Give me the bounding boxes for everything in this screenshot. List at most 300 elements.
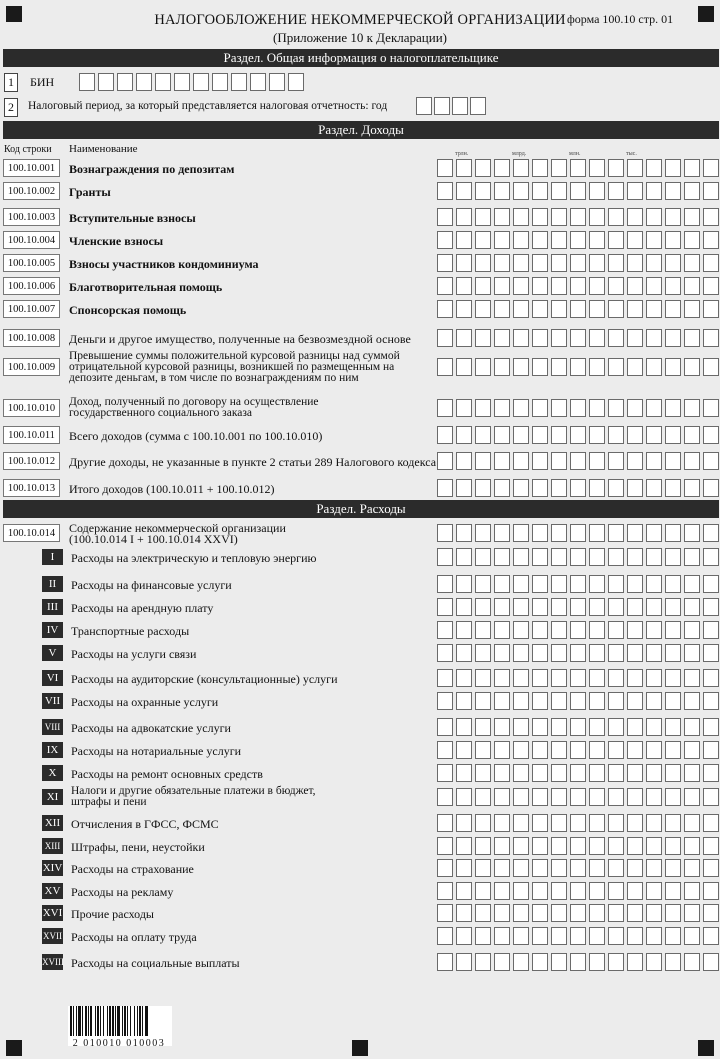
digit-cell[interactable] [589, 927, 605, 945]
digit-cell[interactable] [437, 953, 453, 971]
digit-cell[interactable] [703, 882, 719, 900]
digit-cell[interactable] [608, 575, 624, 593]
digit-cell[interactable] [475, 479, 491, 497]
digit-cell[interactable] [646, 575, 662, 593]
digit-cell[interactable] [551, 575, 567, 593]
digit-cell[interactable] [627, 254, 643, 272]
digit-cell[interactable] [608, 788, 624, 806]
digit-cell[interactable] [627, 548, 643, 566]
digit-cell[interactable] [494, 644, 510, 662]
digit-cell[interactable] [456, 300, 472, 318]
digit-cell[interactable] [551, 859, 567, 877]
digit-cell[interactable] [684, 159, 700, 177]
digit-cell[interactable] [551, 231, 567, 249]
digit-cell[interactable] [684, 231, 700, 249]
digit-cell[interactable] [589, 814, 605, 832]
digit-cell[interactable] [494, 882, 510, 900]
digit-cell[interactable] [551, 904, 567, 922]
digit-cell[interactable] [437, 764, 453, 782]
digit-cell[interactable] [437, 598, 453, 616]
digit-cell[interactable] [551, 277, 567, 295]
digit-cell[interactable] [494, 208, 510, 226]
digit-cell[interactable] [570, 452, 586, 470]
digit-cell[interactable] [703, 669, 719, 687]
digit-cell[interactable] [136, 73, 152, 91]
digit-cell[interactable] [684, 208, 700, 226]
digit-cell[interactable] [684, 399, 700, 417]
digit-cell[interactable] [608, 231, 624, 249]
digit-cell[interactable] [532, 277, 548, 295]
digit-cell[interactable] [532, 788, 548, 806]
digit-cell[interactable] [627, 837, 643, 855]
digit-cell[interactable] [456, 859, 472, 877]
digit-cell[interactable] [627, 953, 643, 971]
digit-cell[interactable] [513, 399, 529, 417]
digit-cell[interactable] [437, 159, 453, 177]
digit-cell[interactable] [665, 814, 681, 832]
digit-cell[interactable] [703, 575, 719, 593]
digit-cell[interactable] [703, 300, 719, 318]
digit-cell[interactable] [437, 904, 453, 922]
digit-cell[interactable] [494, 692, 510, 710]
digit-cell[interactable] [513, 764, 529, 782]
digit-cell[interactable] [684, 837, 700, 855]
digit-cell[interactable] [494, 718, 510, 736]
digit-cell[interactable] [665, 859, 681, 877]
digit-cell[interactable] [570, 575, 586, 593]
digit-cell[interactable] [589, 524, 605, 542]
digit-cell[interactable] [589, 426, 605, 444]
digit-cell[interactable] [437, 329, 453, 347]
digit-cell[interactable] [532, 479, 548, 497]
digit-cell[interactable] [475, 741, 491, 759]
digit-cell[interactable] [551, 548, 567, 566]
digit-cell[interactable] [665, 329, 681, 347]
digit-cell[interactable] [570, 524, 586, 542]
digit-cell[interactable] [475, 927, 491, 945]
digit-cell[interactable] [684, 598, 700, 616]
digit-cell[interactable] [703, 814, 719, 832]
digit-cell[interactable] [703, 859, 719, 877]
digit-cell[interactable] [570, 904, 586, 922]
digit-cell[interactable] [684, 927, 700, 945]
digit-cell[interactable] [456, 452, 472, 470]
digit-cell[interactable] [532, 644, 548, 662]
digit-cell[interactable] [589, 329, 605, 347]
digit-cell[interactable] [646, 159, 662, 177]
digit-cell[interactable] [513, 882, 529, 900]
digit-cell[interactable] [475, 358, 491, 376]
digit-cell[interactable] [437, 741, 453, 759]
digit-cell[interactable] [456, 882, 472, 900]
digit-cell[interactable] [437, 859, 453, 877]
digit-cell[interactable] [665, 452, 681, 470]
digit-cell[interactable] [627, 182, 643, 200]
digit-cell[interactable] [456, 231, 472, 249]
digit-cell[interactable] [456, 837, 472, 855]
digit-cell[interactable] [665, 277, 681, 295]
digit-cell[interactable] [665, 598, 681, 616]
digit-cell[interactable] [456, 277, 472, 295]
digit-cell[interactable] [494, 904, 510, 922]
digit-cell[interactable] [494, 277, 510, 295]
digit-cell[interactable] [684, 953, 700, 971]
digit-cell[interactable] [608, 644, 624, 662]
digit-cell[interactable] [646, 254, 662, 272]
digit-cell[interactable] [452, 97, 468, 115]
digit-cell[interactable] [551, 882, 567, 900]
digit-cell[interactable] [589, 598, 605, 616]
digit-cell[interactable] [551, 300, 567, 318]
digit-cell[interactable] [627, 692, 643, 710]
digit-cell[interactable] [437, 479, 453, 497]
digit-cell[interactable] [494, 927, 510, 945]
digit-cell[interactable] [513, 300, 529, 318]
digit-cell[interactable] [684, 718, 700, 736]
digit-cell[interactable] [703, 329, 719, 347]
digit-cell[interactable] [551, 669, 567, 687]
digit-cell[interactable] [456, 953, 472, 971]
digit-cell[interactable] [665, 399, 681, 417]
digit-cell[interactable] [456, 598, 472, 616]
digit-cell[interactable] [475, 953, 491, 971]
digit-cell[interactable] [589, 741, 605, 759]
digit-cell[interactable] [551, 718, 567, 736]
digit-cell[interactable] [570, 621, 586, 639]
digit-cell[interactable] [475, 904, 491, 922]
digit-cell[interactable] [494, 524, 510, 542]
digit-cell[interactable] [627, 277, 643, 295]
digit-cell[interactable] [551, 208, 567, 226]
digit-cell[interactable] [437, 548, 453, 566]
digit-cell[interactable] [456, 426, 472, 444]
digit-cell[interactable] [551, 764, 567, 782]
digit-cell[interactable] [627, 669, 643, 687]
digit-cell[interactable] [434, 97, 450, 115]
digit-cell[interactable] [494, 953, 510, 971]
digit-cell[interactable] [684, 764, 700, 782]
digit-cell[interactable] [570, 788, 586, 806]
digit-cell[interactable] [703, 182, 719, 200]
digit-cell[interactable] [703, 277, 719, 295]
digit-cell[interactable] [627, 927, 643, 945]
digit-cell[interactable] [475, 329, 491, 347]
digit-cell[interactable] [589, 882, 605, 900]
digit-cell[interactable] [513, 329, 529, 347]
digit-cell[interactable] [532, 764, 548, 782]
digit-cell[interactable] [570, 669, 586, 687]
digit-cell[interactable] [79, 73, 95, 91]
digit-cell[interactable] [475, 598, 491, 616]
digit-cell[interactable] [532, 358, 548, 376]
digit-cell[interactable] [456, 159, 472, 177]
digit-cell[interactable] [437, 426, 453, 444]
digit-cell[interactable] [589, 788, 605, 806]
digit-cell[interactable] [475, 452, 491, 470]
digit-cell[interactable] [684, 575, 700, 593]
digit-cell[interactable] [174, 73, 190, 91]
digit-cell[interactable] [437, 182, 453, 200]
digit-cell[interactable] [684, 300, 700, 318]
digit-cell[interactable] [665, 692, 681, 710]
digit-cell[interactable] [532, 927, 548, 945]
digit-cell[interactable] [608, 718, 624, 736]
digit-cell[interactable] [475, 644, 491, 662]
digit-cell[interactable] [513, 182, 529, 200]
digit-cell[interactable] [551, 254, 567, 272]
digit-cell[interactable] [475, 254, 491, 272]
digit-cell[interactable] [589, 208, 605, 226]
digit-cell[interactable] [684, 882, 700, 900]
digit-cell[interactable] [551, 479, 567, 497]
digit-cell[interactable] [589, 254, 605, 272]
digit-cell[interactable] [608, 277, 624, 295]
digit-cell[interactable] [589, 182, 605, 200]
digit-cell[interactable] [532, 329, 548, 347]
digit-cell[interactable] [437, 927, 453, 945]
digit-cell[interactable] [589, 277, 605, 295]
digit-cell[interactable] [570, 859, 586, 877]
digit-cell[interactable] [532, 692, 548, 710]
digit-cell[interactable] [627, 788, 643, 806]
digit-cell[interactable] [570, 837, 586, 855]
digit-cell[interactable] [513, 621, 529, 639]
digit-cell[interactable] [513, 479, 529, 497]
digit-cell[interactable] [627, 329, 643, 347]
digit-cell[interactable] [475, 399, 491, 417]
digit-cell[interactable] [665, 882, 681, 900]
digit-cell[interactable] [665, 231, 681, 249]
digit-cell[interactable] [551, 788, 567, 806]
digit-cell[interactable] [475, 300, 491, 318]
digit-cell[interactable] [513, 718, 529, 736]
digit-cell[interactable] [703, 621, 719, 639]
digit-cell[interactable] [475, 621, 491, 639]
digit-cell[interactable] [684, 452, 700, 470]
digit-cell[interactable] [646, 814, 662, 832]
digit-cell[interactable] [456, 208, 472, 226]
digit-cell[interactable] [608, 426, 624, 444]
digit-cell[interactable] [665, 953, 681, 971]
digit-cell[interactable] [532, 548, 548, 566]
digit-cell[interactable] [551, 814, 567, 832]
digit-cell[interactable] [551, 358, 567, 376]
digit-cell[interactable] [627, 882, 643, 900]
digit-cell[interactable] [532, 814, 548, 832]
digit-cell[interactable] [532, 669, 548, 687]
digit-cell[interactable] [551, 399, 567, 417]
digit-cell[interactable] [608, 837, 624, 855]
digit-cell[interactable] [608, 524, 624, 542]
digit-cell[interactable] [608, 452, 624, 470]
digit-cell[interactable] [475, 277, 491, 295]
digit-cell[interactable] [551, 837, 567, 855]
digit-cell[interactable] [665, 644, 681, 662]
digit-cell[interactable] [231, 73, 247, 91]
digit-cell[interactable] [646, 399, 662, 417]
digit-cell[interactable] [665, 524, 681, 542]
digit-cell[interactable] [570, 548, 586, 566]
digit-cell[interactable] [684, 182, 700, 200]
digit-cell[interactable] [570, 208, 586, 226]
digit-cell[interactable] [494, 741, 510, 759]
digit-cell[interactable] [703, 692, 719, 710]
digit-cell[interactable] [589, 692, 605, 710]
digit-cell[interactable] [551, 452, 567, 470]
digit-cell[interactable] [551, 182, 567, 200]
digit-cell[interactable] [703, 927, 719, 945]
digit-cell[interactable] [475, 231, 491, 249]
digit-cell[interactable] [532, 182, 548, 200]
digit-cell[interactable] [570, 741, 586, 759]
digit-cell[interactable] [551, 692, 567, 710]
digit-cell[interactable] [665, 208, 681, 226]
digit-cell[interactable] [570, 882, 586, 900]
digit-cell[interactable] [570, 399, 586, 417]
digit-cell[interactable] [551, 741, 567, 759]
digit-cell[interactable] [703, 426, 719, 444]
digit-cell[interactable] [608, 479, 624, 497]
digit-cell[interactable] [684, 329, 700, 347]
digit-cell[interactable] [437, 621, 453, 639]
digit-cell[interactable] [494, 426, 510, 444]
digit-cell[interactable] [532, 159, 548, 177]
digit-cell[interactable] [589, 669, 605, 687]
digit-cell[interactable] [437, 358, 453, 376]
digit-cell[interactable] [269, 73, 285, 91]
digit-cell[interactable] [513, 859, 529, 877]
digit-cell[interactable] [703, 358, 719, 376]
digit-cell[interactable] [193, 73, 209, 91]
digit-cell[interactable] [627, 904, 643, 922]
digit-cell[interactable] [646, 837, 662, 855]
digit-cell[interactable] [475, 859, 491, 877]
digit-cell[interactable] [532, 231, 548, 249]
digit-cell[interactable] [703, 741, 719, 759]
digit-cell[interactable] [456, 718, 472, 736]
digit-cell[interactable] [470, 97, 486, 115]
digit-cell[interactable] [570, 692, 586, 710]
digit-cell[interactable] [475, 426, 491, 444]
digit-cell[interactable] [684, 669, 700, 687]
digit-cell[interactable] [703, 644, 719, 662]
digit-cell[interactable] [513, 452, 529, 470]
digit-cell[interactable] [608, 669, 624, 687]
digit-cell[interactable] [570, 277, 586, 295]
digit-cell[interactable] [513, 669, 529, 687]
digit-cell[interactable] [627, 859, 643, 877]
digit-cell[interactable] [665, 621, 681, 639]
digit-cell[interactable] [437, 814, 453, 832]
digit-cell[interactable] [494, 859, 510, 877]
digit-cell[interactable] [532, 598, 548, 616]
digit-cell[interactable] [703, 452, 719, 470]
digit-cell[interactable] [212, 73, 228, 91]
digit-cell[interactable] [513, 927, 529, 945]
digit-cell[interactable] [551, 426, 567, 444]
digit-cell[interactable] [475, 692, 491, 710]
digit-cell[interactable] [456, 524, 472, 542]
digit-cell[interactable] [532, 904, 548, 922]
digit-cell[interactable] [703, 208, 719, 226]
digit-cell[interactable] [646, 182, 662, 200]
digit-cell[interactable] [608, 254, 624, 272]
digit-cell[interactable] [589, 718, 605, 736]
digit-cell[interactable] [665, 741, 681, 759]
digit-cell[interactable] [437, 277, 453, 295]
digit-cell[interactable] [513, 644, 529, 662]
digit-cell[interactable] [684, 814, 700, 832]
digit-cell[interactable] [494, 548, 510, 566]
digit-cell[interactable] [456, 669, 472, 687]
digit-cell[interactable] [627, 479, 643, 497]
digit-cell[interactable] [627, 208, 643, 226]
digit-cell[interactable] [570, 598, 586, 616]
digit-cell[interactable] [665, 159, 681, 177]
digit-cell[interactable] [608, 692, 624, 710]
digit-cell[interactable] [513, 277, 529, 295]
digit-cell[interactable] [532, 882, 548, 900]
digit-cell[interactable] [437, 300, 453, 318]
digit-cell[interactable] [437, 837, 453, 855]
digit-cell[interactable] [570, 159, 586, 177]
digit-cell[interactable] [703, 524, 719, 542]
digit-cell[interactable] [665, 837, 681, 855]
digit-cell[interactable] [627, 621, 643, 639]
digit-cell[interactable] [494, 669, 510, 687]
digit-cell[interactable] [475, 548, 491, 566]
digit-cell[interactable] [494, 837, 510, 855]
digit-cell[interactable] [437, 399, 453, 417]
digit-cell[interactable] [475, 182, 491, 200]
digit-cell[interactable] [570, 644, 586, 662]
digit-cell[interactable] [513, 575, 529, 593]
digit-cell[interactable] [627, 764, 643, 782]
digit-cell[interactable] [513, 548, 529, 566]
digit-cell[interactable] [532, 718, 548, 736]
digit-cell[interactable] [532, 575, 548, 593]
digit-cell[interactable] [532, 254, 548, 272]
digit-cell[interactable] [456, 741, 472, 759]
digit-cell[interactable] [646, 208, 662, 226]
digit-cell[interactable] [513, 953, 529, 971]
digit-cell[interactable] [684, 479, 700, 497]
digit-cell[interactable] [589, 953, 605, 971]
digit-cell[interactable] [627, 159, 643, 177]
digit-cell[interactable] [646, 692, 662, 710]
digit-cell[interactable] [608, 358, 624, 376]
digit-cell[interactable] [532, 953, 548, 971]
digit-cell[interactable] [684, 426, 700, 444]
digit-cell[interactable] [684, 277, 700, 295]
digit-cell[interactable] [494, 399, 510, 417]
digit-cell[interactable] [437, 254, 453, 272]
digit-cell[interactable] [475, 814, 491, 832]
digit-cell[interactable] [589, 644, 605, 662]
digit-cell[interactable] [684, 254, 700, 272]
digit-cell[interactable] [513, 814, 529, 832]
digit-cell[interactable] [513, 208, 529, 226]
digit-cell[interactable] [513, 788, 529, 806]
digit-cell[interactable] [437, 882, 453, 900]
digit-cell[interactable] [608, 764, 624, 782]
digit-cell[interactable] [437, 692, 453, 710]
digit-cell[interactable] [456, 182, 472, 200]
digit-cell[interactable] [513, 358, 529, 376]
digit-cell[interactable] [703, 788, 719, 806]
digit-cell[interactable] [475, 669, 491, 687]
digit-cell[interactable] [684, 692, 700, 710]
